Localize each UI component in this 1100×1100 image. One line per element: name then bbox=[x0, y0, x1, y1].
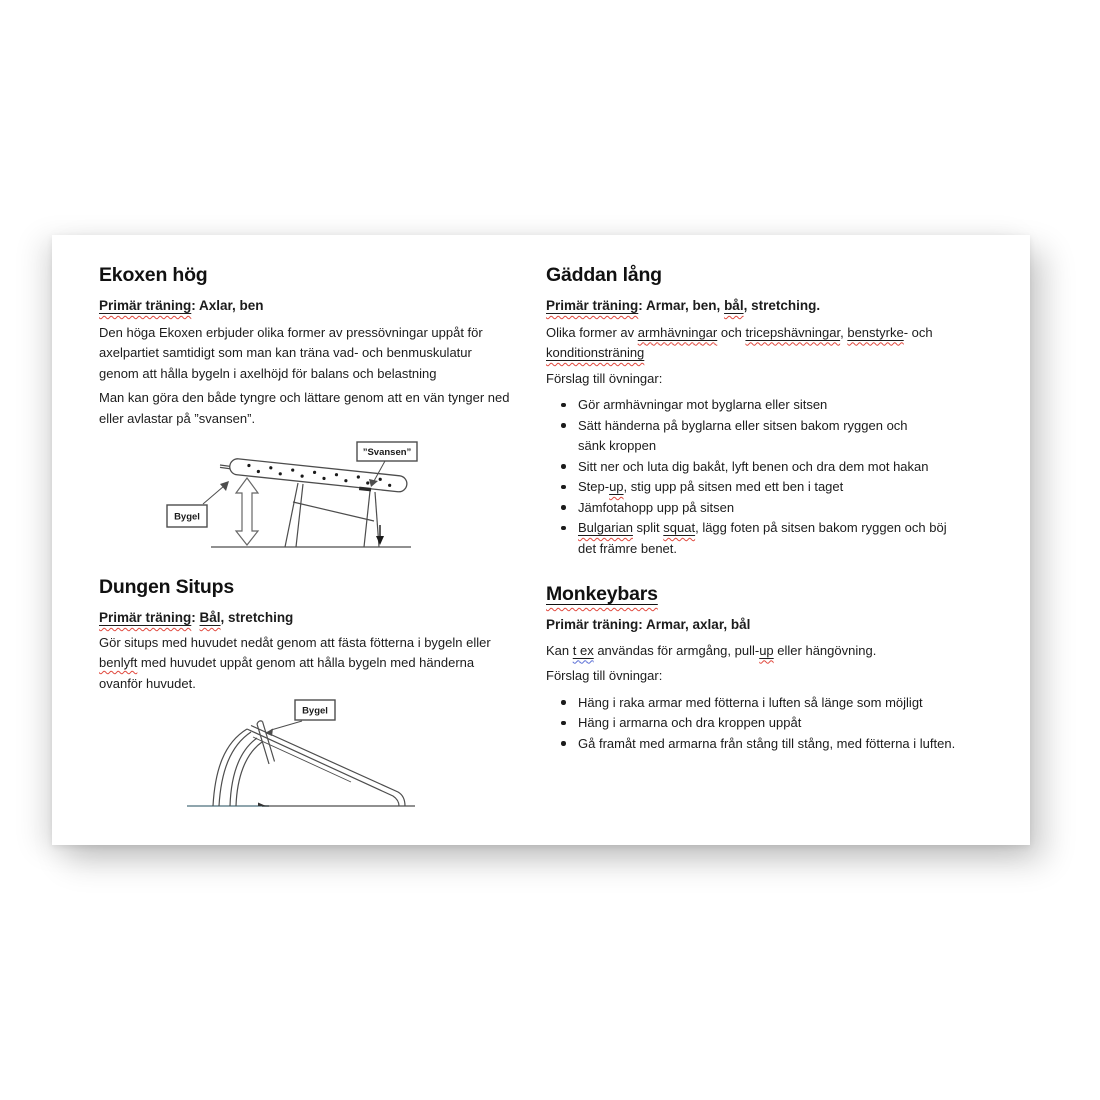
paragraph[interactable] bbox=[546, 323, 941, 364]
text-run: eller hängövning. bbox=[773, 642, 877, 658]
underlined-text bbox=[200, 610, 221, 625]
dungen-diagram[interactable] bbox=[99, 696, 515, 814]
paragraph[interactable] bbox=[546, 641, 1012, 662]
section-title-gaddan[interactable]: Gäddan lång bbox=[546, 264, 662, 286]
suggestions-label[interactable]: Förslag till övningar: bbox=[546, 370, 663, 386]
text-run: Olika former av bbox=[546, 324, 638, 340]
incline-tube bbox=[247, 729, 399, 806]
underlined-text bbox=[546, 345, 644, 360]
spellcheck-flagged-word: Bål bbox=[199, 610, 221, 625]
section-dungen bbox=[99, 575, 511, 814]
ekoxen-diagram[interactable] bbox=[99, 438, 515, 556]
spellcheck-flagged-word: armhävningar bbox=[637, 324, 718, 340]
section-title-monkeybars[interactable] bbox=[546, 582, 1012, 606]
underlined-text bbox=[573, 643, 594, 658]
spellcheck-flagged-word: up bbox=[759, 642, 774, 658]
paragraph[interactable]: Man kan göra den både tyngre och lättare genom att en vän tynger ned eller avlastar på ”svansen”. bbox=[99, 390, 510, 426]
right-column bbox=[546, 263, 1012, 754]
list-item[interactable] bbox=[578, 477, 968, 498]
paragraph[interactable]: Den höga Ekoxen erbjuder olika former av pressövningar uppåt för axelpartiet samtidigt som man kan träna vad- och benmuskulatur genom att hålla bygeln i axelhöjd för balans och belastning bbox=[99, 324, 483, 381]
spellcheck-flagged-word: up bbox=[609, 479, 624, 494]
primary-training-value: : Axlar, ben bbox=[191, 298, 264, 313]
underlined-text bbox=[609, 479, 623, 494]
text-run: split bbox=[632, 520, 664, 535]
list-item[interactable] bbox=[578, 518, 968, 559]
exercise-list bbox=[546, 395, 968, 559]
list-item[interactable]: Häng i armarna och dra kroppen uppåt bbox=[578, 713, 968, 734]
bygel-callout bbox=[167, 481, 229, 527]
spellcheck-flagged-word: Primär träning bbox=[546, 298, 639, 313]
underlined-text bbox=[638, 325, 718, 340]
svansen-label: ”Svansen” bbox=[362, 447, 412, 458]
spellcheck-flagged-word: bål bbox=[724, 298, 744, 313]
text-run: Sätt händerna på byglarna eller sitsen bakom ryggen och sänk kroppen bbox=[578, 417, 908, 453]
text-run: , stig upp på sitsen med ett ben i taget bbox=[623, 479, 844, 494]
spellcheck-flagged-word: Primär träning bbox=[99, 298, 192, 313]
list-item[interactable] bbox=[578, 416, 968, 457]
underlined-text bbox=[759, 643, 773, 658]
paragraph[interactable] bbox=[99, 633, 511, 695]
list-item[interactable]: Jämfotahopp upp på sitsen bbox=[578, 498, 968, 519]
text-run: Gör situps med huvudet nedåt genom att fästa fötterna i bygeln eller bbox=[99, 634, 491, 650]
primary-training-value: , stretching. bbox=[743, 298, 821, 313]
list-item[interactable]: Gör armhävningar mot byglarna eller sitsen bbox=[578, 395, 968, 416]
spellcheck-flagged-word: benstyrke bbox=[847, 324, 904, 340]
section-title-dungen[interactable]: Dungen Situps bbox=[99, 576, 234, 598]
primary-training-line[interactable] bbox=[546, 296, 1012, 317]
grammar-flagged-word: t ex bbox=[572, 642, 594, 658]
underlined-text bbox=[578, 520, 633, 535]
text-run: användas för armgång, pull- bbox=[593, 642, 760, 658]
underlined-text bbox=[99, 610, 191, 625]
primary-training-line[interactable] bbox=[99, 296, 511, 317]
underlined-text bbox=[663, 520, 695, 535]
bygel-label: Bygel bbox=[174, 511, 200, 523]
text-run: Step- bbox=[578, 479, 610, 494]
text-run: , bbox=[840, 324, 848, 340]
exercise-list bbox=[546, 693, 968, 755]
list-item[interactable]: Gå framåt med armarna från stång till stång, med fötterna i luften. bbox=[578, 734, 968, 755]
spellcheck-flagged-word: squat bbox=[663, 520, 696, 535]
spellcheck-flagged-word: konditionsträning bbox=[546, 345, 645, 360]
spellcheck-flagged-word: Bulgarian bbox=[578, 520, 633, 535]
text-run: , lägg foten på sitsen bakom ryggen och böj det främre benet. bbox=[578, 520, 947, 556]
section-ekoxen bbox=[99, 263, 511, 556]
primary-training-line[interactable] bbox=[99, 608, 511, 629]
left-column bbox=[99, 263, 511, 814]
height-double-arrow bbox=[236, 478, 258, 545]
underlined-text bbox=[546, 583, 658, 605]
primary-training-line[interactable]: Primär träning: Armar, axlar, bål bbox=[546, 617, 751, 632]
spellcheck-flagged-word: tricepshävningar bbox=[745, 324, 841, 340]
underlined-text bbox=[546, 298, 638, 313]
list-item[interactable]: Häng i raka armar med fötterna i luften så länge som möjligt bbox=[578, 693, 968, 714]
text-run: - och bbox=[903, 324, 933, 340]
separator: : bbox=[191, 610, 200, 625]
document-page[interactable] bbox=[52, 235, 1030, 845]
primary-training-value: , stretching bbox=[220, 610, 294, 625]
underlined-text bbox=[724, 298, 744, 313]
section-monkeybars bbox=[546, 582, 1012, 754]
underlined-text bbox=[847, 325, 903, 340]
section-title-ekoxen[interactable]: Ekoxen hög bbox=[99, 264, 208, 286]
separator: : Armar, ben, bbox=[638, 298, 725, 313]
bygel-label: Bygel bbox=[302, 705, 328, 717]
underlined-text bbox=[99, 298, 191, 313]
list-item[interactable]: Sitt ner och luta dig bakåt, lyft benen och dra dem mot hakan bbox=[578, 457, 968, 478]
underlined-text bbox=[745, 325, 840, 340]
spellcheck-flagged-word: Monkeybars bbox=[546, 583, 658, 605]
section-gaddan bbox=[546, 263, 1012, 559]
suggestions-label[interactable]: Förslag till övningar: bbox=[546, 668, 663, 683]
spellcheck-flagged-word: Primär träning bbox=[99, 610, 192, 625]
diagonal-brace bbox=[293, 502, 374, 521]
spellcheck-flagged-word: benlyft bbox=[99, 655, 138, 670]
bygel-callout bbox=[265, 700, 335, 736]
text-run: och bbox=[717, 324, 746, 340]
incline-frame bbox=[213, 721, 415, 806]
text-run: med huvudet uppåt genom att hålla bygeln med händerna ovanför huvudet. bbox=[99, 655, 475, 691]
text-run: Kan bbox=[546, 642, 573, 658]
